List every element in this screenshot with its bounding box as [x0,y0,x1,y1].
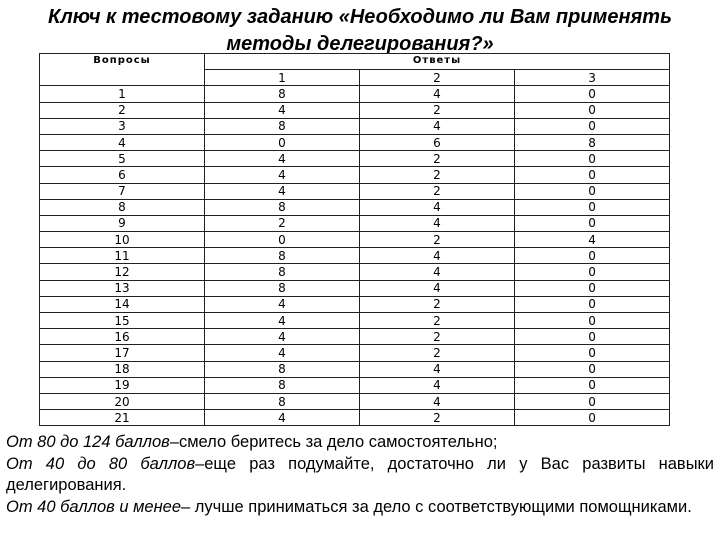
answer-score-2: 4 [360,86,515,102]
table-row [40,167,670,183]
table-row [40,393,670,409]
question-number: 11 [40,248,205,264]
table-row [40,151,670,167]
question-number: 5 [40,151,205,167]
table-row [40,361,670,377]
answer-score-2: 2 [360,313,515,329]
answer-score-3: 0 [515,199,670,215]
answer-score-1: 4 [205,167,360,183]
question-number: 2 [40,102,205,118]
question-number: 20 [40,393,205,409]
answer-key-table [39,53,670,426]
question-number: 13 [40,280,205,296]
table-row [40,296,670,312]
answer-score-2: 4 [360,248,515,264]
answer-score-2: 4 [360,264,515,280]
note-line-3 [6,497,714,519]
question-number: 6 [40,167,205,183]
table-row [40,313,670,329]
answer-score-2: 4 [360,199,515,215]
page-title [40,4,680,58]
question-number: 18 [40,361,205,377]
question-number: 16 [40,329,205,345]
table-row [40,134,670,150]
note-text-3: – лучше приниматься за дело с соответствующими помощниками. [181,497,692,516]
answer-score-3: 0 [515,377,670,393]
answer-score-2: 2 [360,410,515,426]
answer-score-1: 8 [205,248,360,264]
table-row [40,345,670,361]
answer-column-1: 1 [205,70,360,86]
answer-score-3: 0 [515,329,670,345]
note-range-2: От 40 до 80 баллов [6,454,196,473]
answer-score-2: 4 [360,377,515,393]
answer-score-1: 0 [205,134,360,150]
question-number: 19 [40,377,205,393]
note-range-3: От 40 баллов и менее [6,497,182,516]
answer-score-1: 8 [205,118,360,134]
answer-score-2: 2 [360,183,515,199]
answer-score-3: 0 [515,183,670,199]
table-row [40,410,670,426]
answer-column-2: 2 [360,70,515,86]
table-row [40,86,670,102]
header-questions: Вопросы [40,54,205,86]
answer-score-2: 4 [360,280,515,296]
note-line-2 [6,454,714,497]
question-number: 4 [40,134,205,150]
answer-score-1: 8 [205,264,360,280]
answer-score-2: 2 [360,329,515,345]
question-number: 17 [40,345,205,361]
question-number: 10 [40,232,205,248]
answer-score-3: 0 [515,313,670,329]
note-range-1: От 80 до 124 баллов [6,433,170,451]
answer-score-3: 0 [515,86,670,102]
answer-score-3: 0 [515,296,670,312]
table-header-row [40,54,670,70]
answer-score-3: 0 [515,264,670,280]
answer-score-2: 6 [360,134,515,150]
answer-score-3: 0 [515,102,670,118]
answer-score-1: 8 [205,377,360,393]
answer-score-1: 8 [205,393,360,409]
question-number: 12 [40,264,205,280]
note-text-2: –еще раз подумайте, достаточно ли у Вас развиты навыки делегирования. [6,454,714,494]
answer-score-2: 2 [360,102,515,118]
question-number: 21 [40,410,205,426]
answer-score-1: 4 [205,183,360,199]
answer-score-2: 2 [360,151,515,167]
answer-score-2: 2 [360,167,515,183]
question-number: 1 [40,86,205,102]
answer-score-3: 0 [515,118,670,134]
answer-score-1: 8 [205,280,360,296]
answer-score-2: 2 [360,345,515,361]
answer-score-2: 4 [360,118,515,134]
table-row [40,183,670,199]
scoring-notes [6,432,714,518]
answer-score-2: 2 [360,296,515,312]
question-number: 8 [40,199,205,215]
note-text-1: –смело беритесь за дело самостоятельно; [169,433,498,451]
answer-score-2: 2 [360,232,515,248]
question-number: 14 [40,296,205,312]
answer-score-2: 4 [360,393,515,409]
title-line-1: Ключ к тестовому заданию «Необходимо ли Вам применять [48,6,672,28]
answer-score-3: 0 [515,410,670,426]
answer-column-3: 3 [515,70,670,86]
answer-score-1: 8 [205,86,360,102]
table-row [40,102,670,118]
table-row [40,377,670,393]
note-line-1 [6,432,714,454]
answer-score-3: 8 [515,134,670,150]
answer-score-1: 4 [205,329,360,345]
title-line-2: методы делегирования?» [226,33,494,55]
answer-score-3: 0 [515,248,670,264]
answer-score-3: 0 [515,361,670,377]
table-body [40,86,670,426]
answer-score-1: 4 [205,296,360,312]
answer-score-3: 4 [515,232,670,248]
question-number: 7 [40,183,205,199]
table-row [40,232,670,248]
table-row [40,199,670,215]
answer-score-1: 4 [205,410,360,426]
answer-score-3: 0 [515,215,670,231]
answer-score-1: 4 [205,345,360,361]
answer-score-3: 0 [515,151,670,167]
question-number: 3 [40,118,205,134]
answer-score-2: 4 [360,361,515,377]
table-row [40,280,670,296]
answer-score-3: 0 [515,345,670,361]
header-answers: Ответы [205,54,670,70]
answer-score-1: 4 [205,102,360,118]
table-row [40,118,670,134]
answer-score-3: 0 [515,280,670,296]
table-row [40,248,670,264]
answer-score-3: 0 [515,393,670,409]
question-number: 15 [40,313,205,329]
answer-score-1: 8 [205,199,360,215]
question-number: 9 [40,215,205,231]
answer-score-2: 4 [360,215,515,231]
answer-score-1: 2 [205,215,360,231]
answer-score-3: 0 [515,167,670,183]
answer-score-1: 4 [205,151,360,167]
answer-score-1: 0 [205,232,360,248]
answer-score-1: 4 [205,313,360,329]
table-row [40,264,670,280]
table-row [40,329,670,345]
table-row [40,215,670,231]
answer-score-1: 8 [205,361,360,377]
